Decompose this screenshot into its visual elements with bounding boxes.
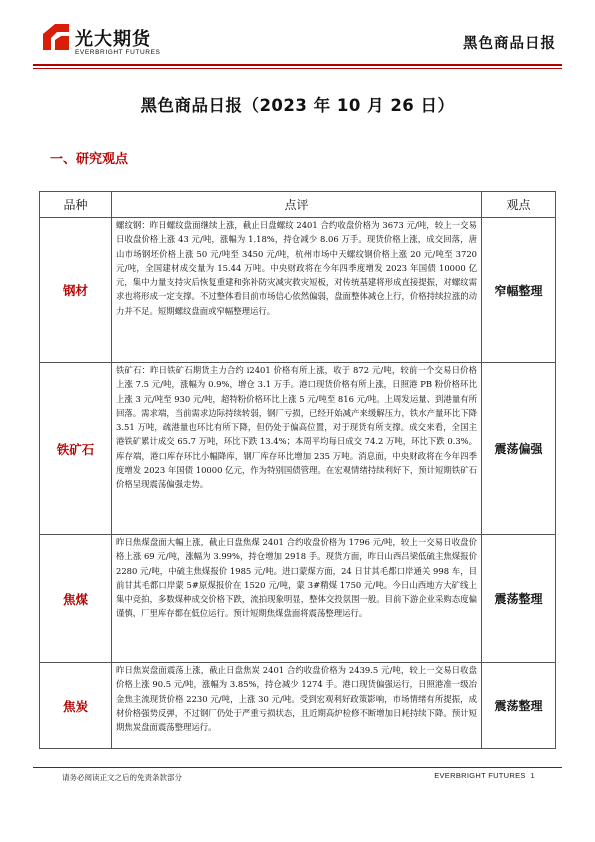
header-divider-thin [33,68,562,69]
table-row [40,535,556,663]
header-title: 黑色商品日报 [463,36,556,52]
page-number: 1 [530,771,535,780]
table-row [40,218,556,363]
table-row [40,363,556,535]
row-name-coking-coal: 焦煤 [40,535,112,663]
row-view-coke: 震荡整理 [482,663,556,749]
row-view-steel: 窄幅整理 [482,218,556,363]
header-view: 观点 [482,192,556,218]
company-logo [43,22,203,64]
row-name-coke: 焦炭 [40,663,112,749]
header-comment: 点评 [112,192,482,218]
section-title: 一、研究观点 [50,152,129,167]
row-comment-coke: 昨日焦炭盘面震荡上涨，截止日盘焦炭 2401 合约收盘价格为 2439.5 元/吨，较上一交易日收盘价格上涨 90.5 元/吨，涨幅为 3.85%，持仓减少 1274 手。港口现货偏强运行，日照港准一级冶金焦主流现货价格 2230 元/吨，上涨 30 元/吨。受到宏观利好政策影响，市场情绪有所提振，成材价格强势反弹，不过钢厂仍处于严重亏损状态，且近期高炉检修不断增加日耗持续下降。预计短期焦炭盘面震荡整理运行。 [112,663,482,749]
table-row [40,663,556,749]
footer-disclaimer: 请务必阅读正文之后的免责条款部分 [62,773,182,782]
row-comment-steel: 螺纹钢：昨日螺纹盘面继续上涨，截止日盘螺纹 2401 合约收盘价格为 3673 元/吨，较上一交易日收盘价格上涨 43 元/吨，涨幅为 1.18%，持仓减少 8.06 万手。现货价格上涨，成交回落，唐山市场钢坯价格上涨 50 元/吨至 3450 元/吨，杭州市场中天螺纹钢价格上涨 20 元/吨至 3720 元/吨，全国建材成交量为 15.44 万吨。中央财政将在今年四季度增发 2023 年国债 10000 亿元，集中力量支持灾后恢复重建和弥补防灾减灾救灾短板，对传统基建将形成直接提振，对螺纹需求也将形成一定支撑。不过整体看目前市场信心依然偏弱，盘面整体减仓上行，价格持续拉涨的动力并不足。短期螺纹盘面或窄幅整理运行。 [112,218,482,363]
document-title: 黑色商品日报（2023 年 10 月 26 日） [140,96,455,115]
header-divider [33,64,562,66]
footer-brand-page [434,771,535,780]
logo-text-en: EVERBRIGHT FUTURES [75,49,161,56]
row-comment-iron-ore: 铁矿石：昨日铁矿石期货主力合约 i2401 价格有所上涨，收于 872 元/吨，较前一个交易日价格上涨 7.5 元/吨，涨幅为 0.9%，增仓 3.1 万手。港口现货价格有所上涨，日照港 PB 粉价格环比上涨 3 元/吨至 930 元/吨，超特粉价格环比上涨 5 元/吨至 816 元/吨。上周发运量、到港量有所回落。需求端，当前需求边际持续转弱，钢厂亏损，已经开始减产来缓解压力，铁水产量环比下降 3.51 万吨，疏港量也环比有所下降，但仍处于偏高位置，对于现货有所支撑。成交来看，全国主港铁矿累计成交 65.7 万吨，环比下跌 13.4%；本周平均每日成交 74.2 万吨，环比下跌 0.3%。库存端，港口库存环比小幅降库，钢厂库存环比增加 235 万吨。消息面，中央财政将在今年四季度增发 2023 年国债 10000 亿元，作为特别国债管理。在宏观情绪持续利好下，预计短期铁矿石价格呈现震荡偏强走势。 [112,363,482,535]
footer-divider [33,767,562,768]
page-header [33,18,562,66]
research-table [39,191,556,749]
row-comment-coking-coal: 昨日焦煤盘面大幅上涨，截止日盘焦煤 2401 合约收盘价格为 1796 元/吨，较上一交易日收盘价格上涨 69 元/吨，涨幅为 3.99%，持仓增加 2918 手。现货方面，昨日山西吕梁低硫主焦煤报价 2280 元/吨，中硫主焦煤报价 1985 元/吨。进口蒙煤方面，24 日甘其毛都口岸通关 998 车，目前甘其毛都口岸蒙 5#原煤报价在 1520 元/吨，蒙 3#精煤 1750 元/吨。今日山西地方大矿线上集中竞拍，多数煤种成交价格下跌，流拍现象明显，整体交投氛围一般。目前下游企业采购态度偏谨慎，厂里库存都在低位运行。预计短期焦煤盘面将震荡整理运行。 [112,535,482,663]
table-header-row [40,192,556,218]
row-view-coking-coal: 震荡整理 [482,535,556,663]
row-view-iron-ore: 震荡偏强 [482,363,556,535]
row-name-steel: 钢材 [40,218,112,363]
header-variety: 品种 [40,192,112,218]
company-logo-icon [43,24,69,50]
logo-text-cn: 光大期货 [75,29,151,50]
row-name-iron-ore: 铁矿石 [40,363,112,535]
footer-brand: EVERBRIGHT FUTURES [434,771,526,780]
